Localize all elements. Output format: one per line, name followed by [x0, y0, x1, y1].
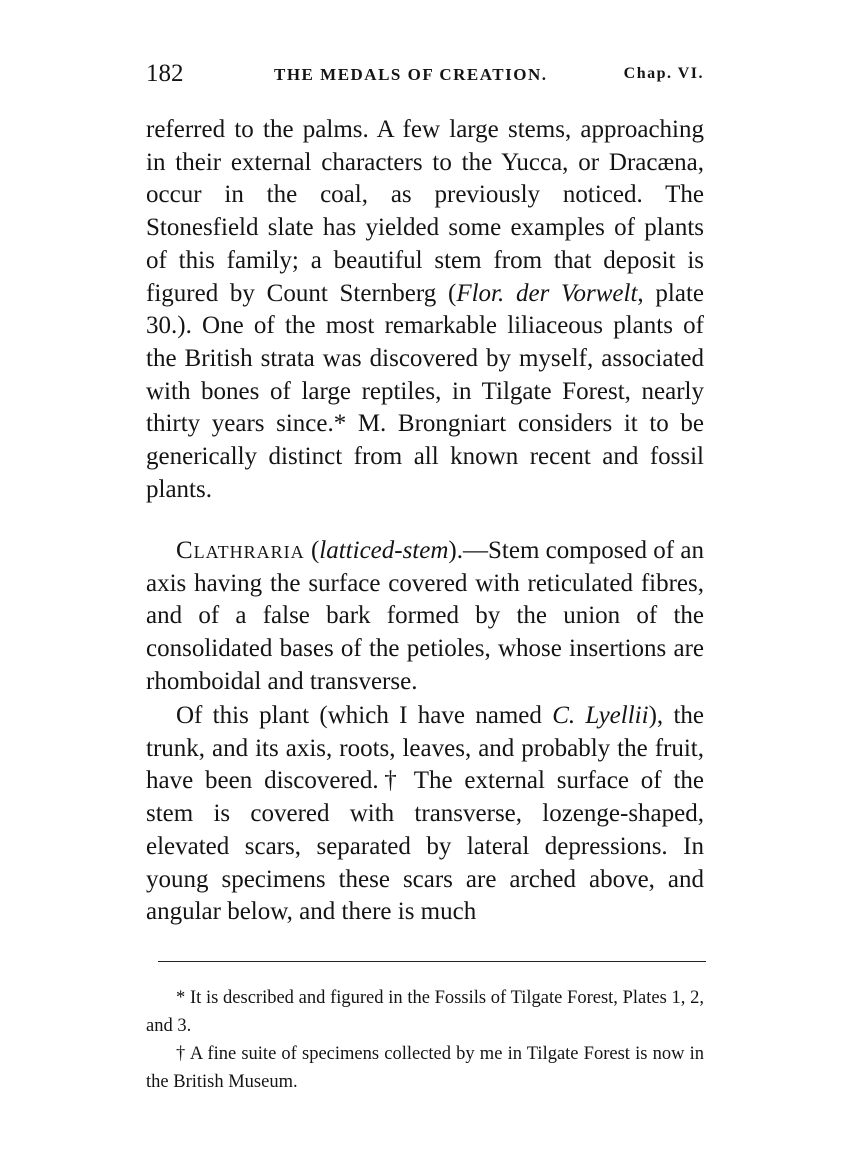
- genus-heading: Clathraria: [176, 537, 305, 564]
- paragraph-palms: [146, 114, 704, 506]
- footnote-divider: [158, 961, 706, 962]
- citation-italic: Flor. der Vorwelt: [456, 279, 638, 307]
- paren-open: (: [304, 537, 320, 564]
- paragraph-clathraria: [146, 535, 704, 699]
- paragraph-text: —Stem composed of an axis having the surface covered with reticulated fibres, and of a false bark formed by the union of the consolidated bases of the petioles, whose insertions are rhomboidal and transverse.: [146, 537, 705, 695]
- genus-translation: latticed-stem: [319, 537, 449, 564]
- paragraph-lyellii: [146, 700, 704, 929]
- page-header: [146, 60, 706, 92]
- chapter-label: Chap. VI.: [623, 65, 704, 82]
- paren-close: ).: [448, 537, 463, 564]
- footnote-2: † A fine suite of specimens collected by me in Tilgate Forest is now in the British Museum.: [146, 1044, 704, 1092]
- species-name: C. Lyellii: [552, 702, 649, 729]
- footnotes: [146, 984, 704, 1096]
- footnote-1: * It is described and figured in the Fossils of Tilgate Forest, Plates 1, 2, and 3.: [146, 988, 704, 1036]
- paragraph-text: Of this plant (which I have named: [176, 702, 553, 729]
- running-title: THE MEDALS OF CREATION.: [274, 65, 548, 84]
- paragraph-text: ), the trunk, and its axis, roots, leaves, and probably the fruit, have been discovered.† The external surface of the stem is covered with transverse, lozenge-shaped, elevated scars, separated by lateral depressions. In young specimens these scars are arched above, and angular below, and there is much: [146, 702, 704, 926]
- page-number: 182: [146, 60, 184, 87]
- paragraph-text: , plate 30.). One of the most remarkable liliaceous plants of the British strata was discovered by myself, associated with bones of large reptiles, in Tilgate Forest, nearly thirty years since.* M. Brongniart considers it to be generically distinct from all known recent and fossil plants.: [146, 279, 704, 503]
- paragraph-text: referred to the palms. A few large stems, approaching in their external characters to the Yucca, or Dracæna, occur in the coal, as previously noticed. The Stonesfield slate has yielded some examples of plants of this family; a beautiful stem from that deposit is figured by Count Sternberg (: [146, 116, 704, 307]
